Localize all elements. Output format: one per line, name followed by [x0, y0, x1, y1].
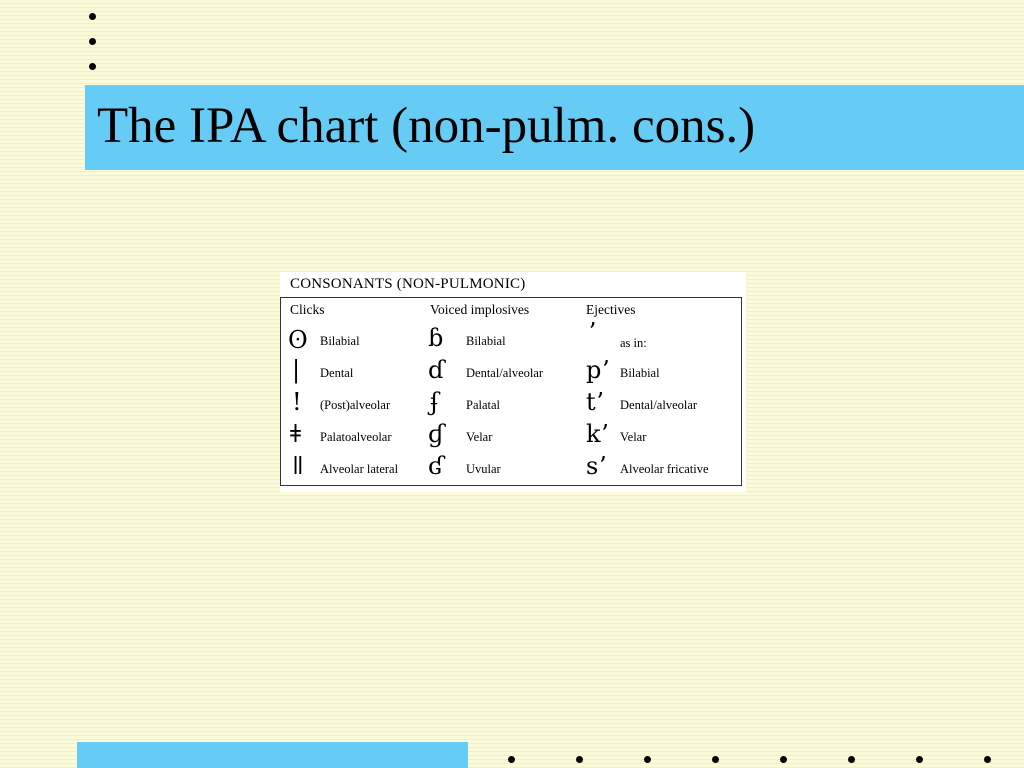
slide-title: The IPA chart (non-pulm. cons.) — [97, 98, 756, 154]
ejective-label: Bilabial — [620, 366, 660, 380]
click-label: Alveolar lateral — [320, 462, 399, 476]
bullet-dot — [780, 756, 787, 763]
title-bar — [85, 85, 1024, 170]
column-header-ejectives: Ejectives — [586, 302, 636, 317]
bullet-dot — [916, 756, 923, 763]
footer-bar — [77, 742, 468, 768]
click-label: Bilabial — [320, 334, 360, 348]
implosive-label: Velar — [466, 430, 493, 444]
click-symbol: ʘ — [288, 326, 308, 354]
ejective-label: Alveolar fricative — [620, 462, 709, 476]
column-header-implosives: Voiced implosives — [430, 302, 530, 317]
click-symbol: ǂ — [290, 420, 302, 448]
bullet-dot — [848, 756, 855, 763]
implosive-label: Uvular — [466, 462, 501, 476]
ejective-label: Dental/alveolar — [620, 398, 698, 412]
implosive-label: Palatal — [466, 398, 501, 412]
chart-heading: CONSONANTS (NON-PULMONIC) — [290, 276, 526, 292]
ejective-label: Velar — [620, 430, 647, 444]
click-label: Dental — [320, 366, 354, 380]
implosive-symbol: ɠ — [428, 420, 445, 448]
ejective-symbol: sʼ — [586, 452, 606, 480]
bullet-dot — [644, 756, 651, 763]
bullet-dot — [89, 13, 96, 20]
implosive-symbol: ɗ — [428, 356, 445, 384]
bullet-dot — [984, 756, 991, 763]
implosive-symbol: ʛ — [428, 452, 444, 480]
click-label: Palatoalveolar — [320, 430, 392, 444]
click-symbol: ! — [292, 388, 302, 416]
ejective-symbol: kʼ — [586, 420, 609, 448]
bullet-dot — [89, 63, 96, 70]
implosive-label: Dental/alveolar — [466, 366, 544, 380]
click-symbol: | — [292, 356, 301, 384]
bullet-dot — [89, 38, 96, 45]
implosive-symbol: ʄ — [430, 388, 439, 416]
click-label: (Post)alveolar — [320, 398, 391, 412]
bullet-dot — [712, 756, 719, 763]
ejective-symbol: ʼ — [588, 318, 596, 346]
implosive-label: Bilabial — [466, 334, 506, 348]
ejective-symbol: pʼ — [586, 356, 609, 384]
ejective-symbol: tʼ — [586, 388, 604, 416]
ipa-chart — [280, 272, 746, 492]
ejective-label: as in: — [620, 336, 647, 350]
click-symbol: ǁ — [292, 452, 304, 480]
chart-frame — [280, 297, 742, 486]
bullet-dot — [576, 756, 583, 763]
bullet-dot — [508, 756, 515, 763]
column-header-clicks: Clicks — [290, 302, 325, 317]
implosive-symbol: ɓ — [428, 324, 444, 352]
